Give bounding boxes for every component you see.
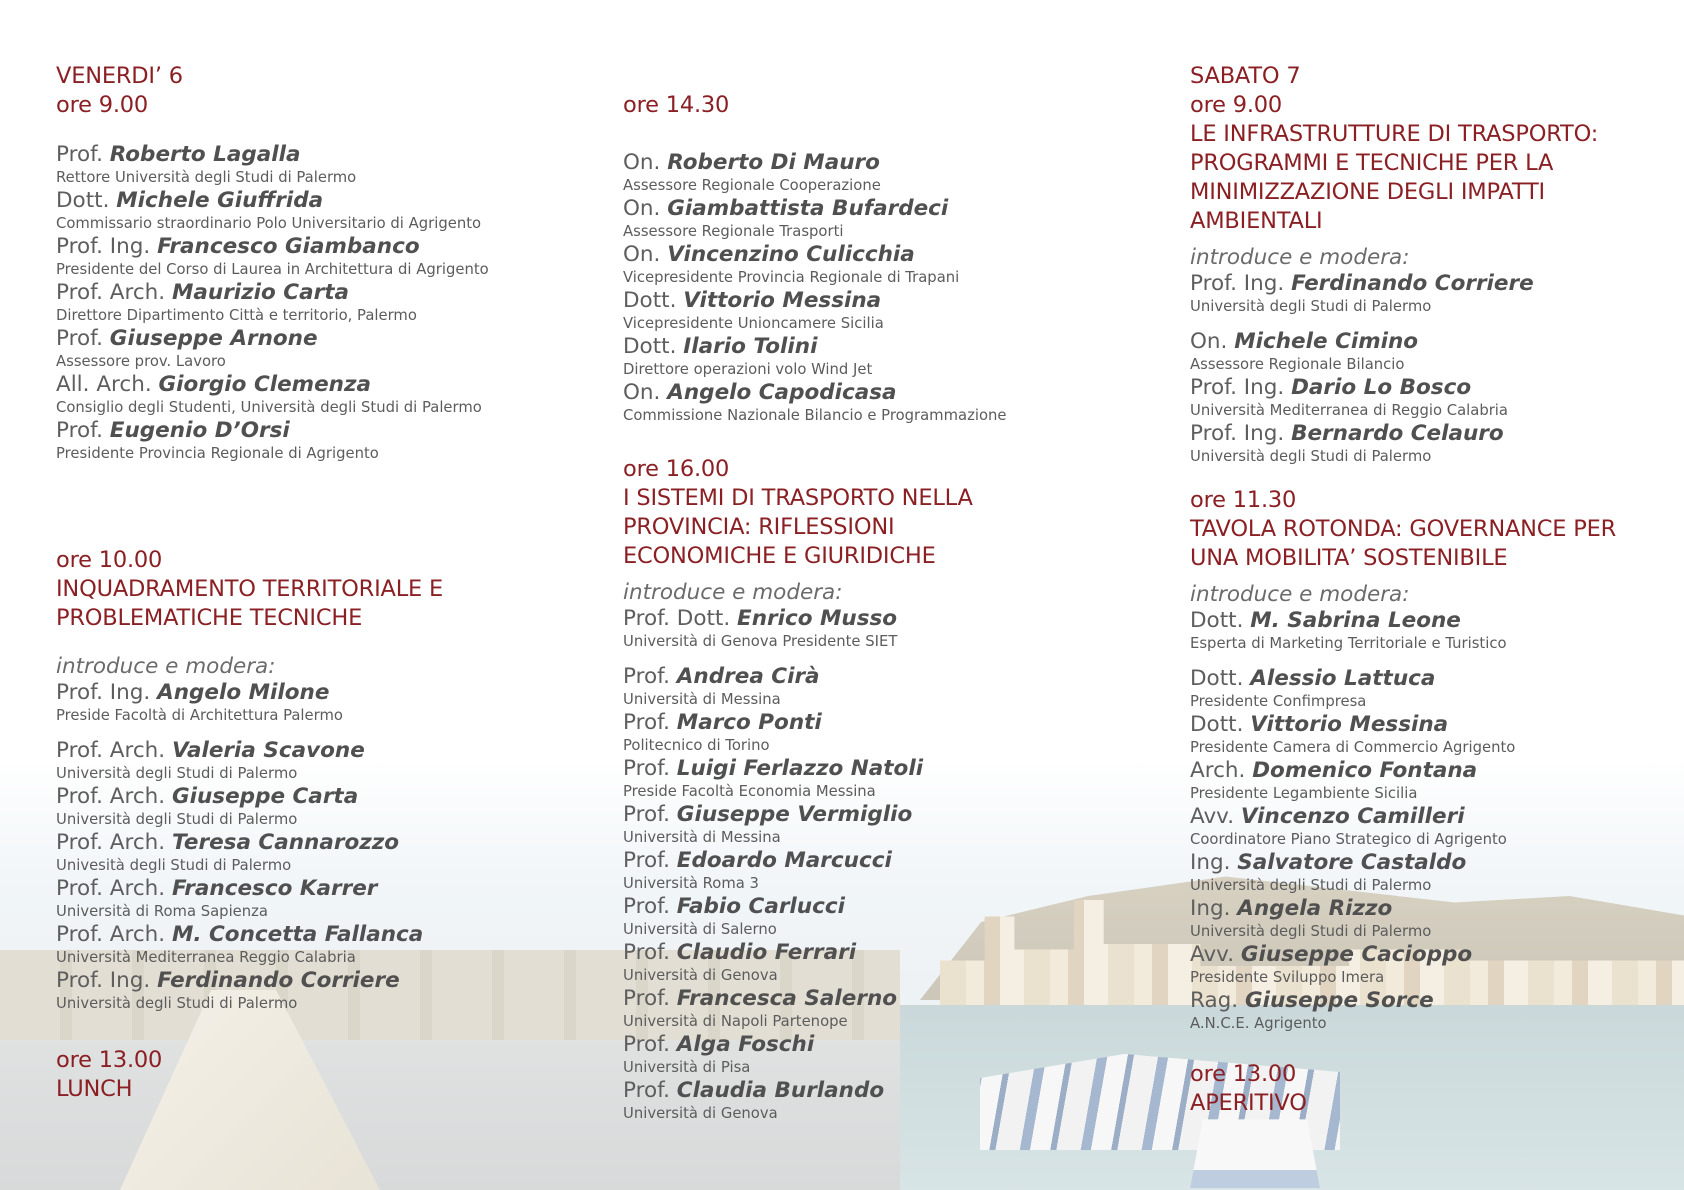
speaker-entry	[56, 680, 576, 726]
speaker-entry	[623, 196, 1143, 242]
speaker-name: Andrea Cirà	[676, 664, 820, 689]
speaker-entry	[623, 710, 1143, 756]
moderator	[623, 606, 1143, 652]
speaker-affiliation: Consiglio degli Studenti, Università degli Studi di Palermo	[56, 399, 482, 416]
speaker-name: Giambattista Bufardeci	[667, 196, 949, 221]
speaker-name: Giorgio Clemenza	[158, 372, 371, 397]
speaker-line	[623, 606, 1143, 631]
speaker-title: Arch.	[1190, 758, 1246, 783]
speaker-line	[623, 986, 1143, 1011]
break-label: LUNCH	[56, 1076, 133, 1102]
session-title-line: PROBLEMATICHE TECNICHE	[56, 605, 363, 631]
speaker-line	[1190, 712, 1670, 737]
speaker-affiliation: Presidente Camera di Commercio Agrigento	[1190, 739, 1516, 756]
session-title-line: ECONOMICHE E GIURIDICHE	[623, 543, 936, 569]
speaker-title: Rag.	[1190, 988, 1239, 1013]
speaker-title: Avv.	[1190, 804, 1235, 829]
speaker-name: Francesca Salerno	[676, 986, 898, 1011]
speaker-line	[1190, 329, 1670, 354]
speaker-name: Marco Ponti	[676, 710, 822, 735]
speaker-title: Prof.	[56, 326, 103, 351]
speaker-title: Ing.	[1190, 850, 1231, 875]
speaker-line	[56, 234, 576, 259]
speaker-list	[1190, 329, 1670, 467]
speaker-name: Eugenio D’Orsi	[109, 418, 290, 443]
speaker-entry	[623, 242, 1143, 288]
speaker-entry	[56, 326, 576, 372]
moderator	[56, 680, 576, 726]
speaker-line	[56, 326, 576, 351]
session-infrastructures	[1190, 62, 1670, 467]
speaker-entry	[623, 1032, 1143, 1078]
speaker-list	[56, 142, 576, 464]
speaker-affiliation: Presidente Sviluppo Imera	[1190, 969, 1385, 986]
session-title-line: MINIMIZZAZIONE DEGLI IMPATTI	[1190, 179, 1545, 205]
session-round-table	[1190, 486, 1670, 1034]
speaker-affiliation: A.N.C.E. Agrigento	[1190, 1015, 1327, 1032]
speaker-affiliation: Politecnico di Torino	[623, 737, 770, 754]
speaker-title: Prof. Ing.	[1190, 421, 1285, 446]
speaker-affiliation: Università degli Studi di Palermo	[1190, 923, 1432, 940]
session-time: ore 13.00	[56, 1047, 163, 1073]
speaker-name: Bernardo Celauro	[1291, 421, 1504, 446]
speaker-entry	[1190, 421, 1670, 467]
session-title-line: LE INFRASTRUTTURE DI TRASPORTO:	[1190, 121, 1599, 147]
speaker-entry	[623, 756, 1143, 802]
speaker-line	[1190, 666, 1670, 691]
speaker-title: Prof. Dott.	[623, 606, 731, 631]
speaker-affiliation: Rettore Università degli Studi di Palermo	[56, 169, 357, 186]
speaker-affiliation: Università Roma 3	[623, 875, 759, 892]
speaker-entry	[56, 280, 576, 326]
session-time: ore 16.00	[623, 456, 730, 482]
speaker-affiliation: Università degli Studi di Palermo	[56, 995, 298, 1012]
speaker-name: Michele Giuffrida	[116, 188, 324, 213]
speaker-entry	[623, 986, 1143, 1032]
speaker-line	[56, 188, 576, 213]
speaker-affiliation: Università di Genova Presidente SIET	[623, 633, 898, 650]
speaker-affiliation: Presidente Confimpresa	[1190, 693, 1367, 710]
speaker-name: Francesco Giambanco	[157, 234, 420, 259]
speaker-entry	[1190, 850, 1670, 896]
speaker-name: Luigi Ferlazzo Natoli	[676, 756, 924, 781]
speaker-line	[56, 418, 576, 443]
speaker-line	[56, 280, 576, 305]
speaker-title: Prof. Ing.	[1190, 271, 1285, 296]
friday-afternoon	[623, 91, 1143, 426]
speaker-entry	[623, 288, 1143, 334]
speaker-name: Roberto Lagalla	[109, 142, 301, 167]
speaker-entry	[1190, 896, 1670, 942]
speaker-name: Fabio Carlucci	[676, 894, 845, 919]
speaker-entry	[56, 876, 576, 922]
speaker-title: Prof. Ing.	[56, 680, 151, 705]
speaker-affiliation: Università di Messina	[623, 829, 781, 846]
speaker-entry	[623, 150, 1143, 196]
session-title-line: I SISTEMI DI TRASPORTO NELLA	[623, 485, 973, 511]
speaker-name: Claudia Burlando	[676, 1078, 885, 1103]
speaker-list	[56, 738, 576, 1014]
speaker-line	[1190, 896, 1670, 921]
speaker-name: Francesco Karrer	[171, 876, 378, 901]
speaker-affiliation: Università degli Studi di Palermo	[1190, 298, 1432, 315]
speaker-line	[623, 1032, 1143, 1057]
speaker-title: Prof. Arch.	[56, 784, 166, 809]
speaker-list	[623, 150, 1143, 426]
speaker-affiliation: Presidente Legambiente Sicilia	[1190, 785, 1418, 802]
speaker-name: Valeria Scavone	[171, 738, 365, 763]
session-time: ore 14.30	[623, 92, 730, 118]
speaker-line	[56, 876, 576, 901]
speaker-name: Angelo Capodicasa	[667, 380, 897, 405]
speaker-affiliation: Università di Genova	[623, 967, 778, 984]
speaker-title: Prof.	[623, 940, 670, 965]
aperitivo-break	[1190, 1060, 1670, 1118]
break-label: APERITIVO	[1190, 1090, 1307, 1116]
speaker-name: Vincenzino Culicchia	[667, 242, 915, 267]
speaker-entry	[1190, 804, 1670, 850]
speaker-affiliation: Università Mediterranea Reggio Calabria	[56, 949, 356, 966]
speaker-title: Prof.	[623, 756, 670, 781]
speaker-entry	[623, 334, 1143, 380]
speaker-entry	[56, 188, 576, 234]
speaker-name: Giuseppe Arnone	[109, 326, 318, 351]
speaker-affiliation: Università degli Studi di Palermo	[1190, 448, 1432, 465]
speaker-affiliation: Vicepresidente Unioncamere Sicilia	[623, 315, 884, 332]
speaker-name: Domenico Fontana	[1252, 758, 1478, 783]
session-title-line: UNA MOBILITA’ SOSTENIBILE	[1190, 545, 1508, 571]
speaker-entry	[623, 802, 1143, 848]
speaker-affiliation: Commissione Nazionale Bilancio e Programmazione	[623, 407, 1007, 424]
speaker-title: On.	[623, 196, 661, 221]
speaker-line	[623, 334, 1143, 359]
speaker-entry	[1190, 988, 1670, 1034]
session-territorial	[56, 546, 576, 1014]
speaker-title: Prof.	[623, 1078, 670, 1103]
speaker-name: Roberto Di Mauro	[667, 150, 880, 175]
speaker-line	[623, 940, 1143, 965]
speaker-title: Prof.	[623, 664, 670, 689]
speaker-line	[623, 664, 1143, 689]
session-title-line: AMBIENTALI	[1190, 208, 1323, 234]
speaker-affiliation: Direttore operazioni volo Wind Jet	[623, 361, 873, 378]
speaker-name: Michele Cimino	[1234, 329, 1419, 354]
speaker-name: Ilario Tolini	[683, 334, 818, 359]
speaker-affiliation: Assessore Regionale Trasporti	[623, 223, 844, 240]
speaker-line	[623, 196, 1143, 221]
speaker-entry	[1190, 375, 1670, 421]
moderator-label: introduce e modera:	[1190, 245, 1410, 270]
session-time: ore 10.00	[56, 547, 163, 573]
speaker-title: Dott.	[1190, 608, 1244, 633]
speaker-title: Ing.	[1190, 896, 1231, 921]
friday-opening	[56, 62, 576, 464]
speaker-line	[1190, 988, 1670, 1013]
speaker-entry	[56, 418, 576, 464]
speaker-name: Salvatore Castaldo	[1237, 850, 1467, 875]
speaker-entry	[1190, 329, 1670, 375]
moderator-label: introduce e modera:	[623, 580, 843, 605]
session-title-line: TAVOLA ROTONDA: GOVERNANCE PER	[1190, 516, 1617, 542]
speaker-entry	[56, 922, 576, 968]
speaker-line	[56, 680, 576, 705]
speaker-title: Prof.	[56, 418, 103, 443]
speaker-affiliation: Università di Messina	[623, 691, 781, 708]
speaker-line	[623, 1078, 1143, 1103]
speaker-title: Prof.	[623, 1032, 670, 1057]
speaker-affiliation: Università di Genova	[623, 1105, 778, 1122]
speaker-title: Prof.	[623, 894, 670, 919]
speaker-line	[56, 372, 576, 397]
moderator-label: introduce e modera:	[1190, 582, 1410, 607]
speaker-entry	[1190, 712, 1670, 758]
speaker-affiliation: Università di Pisa	[623, 1059, 751, 1076]
speaker-affiliation: Direttore Dipartimento Città e territorio, Palermo	[56, 307, 417, 324]
speaker-title: Prof.	[623, 802, 670, 827]
speaker-affiliation: Preside Facoltà di Architettura Palermo	[56, 707, 343, 724]
speaker-line	[1190, 804, 1670, 829]
speaker-title: Prof. Arch.	[56, 738, 166, 763]
speaker-line	[623, 242, 1143, 267]
speaker-entry	[56, 784, 576, 830]
speaker-name: Ferdinando Corriere	[1291, 271, 1534, 296]
speaker-title: All. Arch.	[56, 372, 152, 397]
speaker-line	[623, 802, 1143, 827]
speaker-title: Prof.	[623, 986, 670, 1011]
speaker-name: Giuseppe Carta	[171, 784, 359, 809]
speaker-entry	[56, 830, 576, 876]
speaker-name: Dario Lo Bosco	[1291, 375, 1472, 400]
session-time: ore 13.00	[1190, 1061, 1297, 1087]
speaker-title: On.	[1190, 329, 1228, 354]
moderator	[1190, 608, 1670, 654]
speaker-line	[56, 968, 576, 993]
speaker-name: Maurizio Carta	[171, 280, 349, 305]
speaker-title: Prof. Arch.	[56, 876, 166, 901]
speaker-affiliation: Vicepresidente Provincia Regionale di Trapani	[623, 269, 960, 286]
speaker-entry	[623, 848, 1143, 894]
speaker-title: Prof. Arch.	[56, 280, 166, 305]
speaker-list	[623, 664, 1143, 1124]
speaker-entry	[56, 234, 576, 280]
speaker-list	[1190, 666, 1670, 1034]
speaker-entry	[56, 968, 576, 1014]
speaker-name: Claudio Ferrari	[676, 940, 857, 965]
session-title-line: PROVINCIA: RIFLESSIONI	[623, 514, 895, 540]
speaker-title: Dott.	[56, 188, 110, 213]
speaker-entry	[623, 1078, 1143, 1124]
session-time: ore 9.00	[56, 92, 149, 118]
speaker-name: Teresa Cannarozzo	[171, 830, 400, 855]
session-title-line: INQUADRAMENTO TERRITORIALE E	[56, 576, 444, 602]
speaker-title: On.	[623, 150, 661, 175]
session-time: ore 9.00	[1190, 92, 1283, 118]
speaker-title: Prof. Arch.	[56, 922, 166, 947]
speaker-name: Alga Foschi	[676, 1032, 815, 1057]
speaker-line	[1190, 271, 1670, 296]
speaker-affiliation: Università degli Studi di Palermo	[56, 765, 298, 782]
speaker-line	[56, 922, 576, 947]
speaker-title: Dott.	[1190, 712, 1244, 737]
speaker-affiliation: Univesità degli Studi di Palermo	[56, 857, 292, 874]
speaker-name: M. Sabrina Leone	[1250, 608, 1461, 633]
speaker-name: Angela Rizzo	[1237, 896, 1393, 921]
speaker-affiliation: Università di Salerno	[623, 921, 777, 938]
speaker-line	[623, 848, 1143, 873]
speaker-line	[1190, 608, 1670, 633]
speaker-title: Prof.	[623, 848, 670, 873]
speaker-affiliation: Presidente del Corso di Laurea in Architettura di Agrigento	[56, 261, 489, 278]
speaker-entry	[1190, 666, 1670, 712]
speaker-line	[1190, 375, 1670, 400]
speaker-name: Alessio Lattuca	[1250, 666, 1436, 691]
speaker-affiliation: Assessore Regionale Bilancio	[1190, 356, 1405, 373]
speaker-affiliation: Assessore prov. Lavoro	[56, 353, 226, 370]
speaker-entry	[56, 738, 576, 784]
speaker-affiliation: Esperta di Marketing Territoriale e Turistico	[1190, 635, 1507, 652]
speaker-affiliation: Commissario straordinario Polo Universitario di Agrigento	[56, 215, 482, 232]
speaker-name: Vittorio Messina	[683, 288, 882, 313]
speaker-name: Giuseppe Sorce	[1244, 988, 1434, 1013]
speaker-name: Angelo Milone	[157, 680, 330, 705]
speaker-title: Prof. Ing.	[1190, 375, 1285, 400]
speaker-name: Enrico Musso	[737, 606, 898, 631]
speaker-line	[1190, 942, 1670, 967]
speaker-entry	[1190, 942, 1670, 988]
speaker-line	[56, 142, 576, 167]
speaker-entry	[623, 380, 1143, 426]
speaker-line	[1190, 850, 1670, 875]
session-transport-systems	[623, 455, 1143, 1124]
speaker-affiliation: Coordinatore Piano Strategico di Agrigento	[1190, 831, 1507, 848]
speaker-affiliation: Preside Facoltà Economia Messina	[623, 783, 876, 800]
speaker-line	[1190, 421, 1670, 446]
speaker-title: Prof. Arch.	[56, 830, 166, 855]
speaker-name: Giuseppe Vermiglio	[676, 802, 913, 827]
speaker-line	[623, 150, 1143, 175]
speaker-entry	[1190, 758, 1670, 804]
speaker-name: Vittorio Messina	[1250, 712, 1449, 737]
speaker-entry	[623, 606, 1143, 652]
speaker-affiliation: Presidente Provincia Regionale di Agrigento	[56, 445, 379, 462]
speaker-title: Dott.	[1190, 666, 1244, 691]
lunch-break	[56, 1046, 576, 1104]
speaker-entry	[623, 664, 1143, 710]
speaker-affiliation: Università degli Studi di Palermo	[56, 811, 298, 828]
speaker-line	[623, 894, 1143, 919]
speaker-affiliation: Università degli Studi di Palermo	[1190, 877, 1432, 894]
speaker-line	[1190, 758, 1670, 783]
speaker-name: Edoardo Marcucci	[676, 848, 892, 873]
moderator	[1190, 271, 1670, 317]
session-title-line: PROGRAMMI E TECNICHE PER LA	[1190, 150, 1554, 176]
speaker-entry	[56, 142, 576, 188]
speaker-title: Avv.	[1190, 942, 1235, 967]
speaker-entry	[623, 940, 1143, 986]
speaker-line	[56, 784, 576, 809]
session-time: ore 11.30	[1190, 487, 1297, 513]
speaker-title: Prof. Ing.	[56, 234, 151, 259]
speaker-line	[56, 738, 576, 763]
speaker-title: Prof.	[623, 710, 670, 735]
speaker-entry	[1190, 608, 1670, 654]
speaker-title: Dott.	[623, 288, 677, 313]
speaker-affiliation: Assessore Regionale Cooperazione	[623, 177, 881, 194]
speaker-name: Giuseppe Cacioppo	[1240, 942, 1473, 967]
speaker-entry	[623, 894, 1143, 940]
speaker-affiliation: Università di Roma Sapienza	[56, 903, 268, 920]
speaker-title: Prof. Ing.	[56, 968, 151, 993]
speaker-line	[56, 830, 576, 855]
speaker-line	[623, 710, 1143, 735]
speaker-name: Vincenzo Camilleri	[1240, 804, 1465, 829]
day-heading: VENERDI’ 6	[56, 63, 183, 89]
speaker-title: On.	[623, 380, 661, 405]
speaker-affiliation: Università di Napoli Partenope	[623, 1013, 848, 1030]
moderator-label: introduce e modera:	[56, 654, 276, 679]
speaker-name: M. Concetta Fallanca	[171, 922, 424, 947]
speaker-entry	[56, 372, 576, 418]
speaker-name: Ferdinando Corriere	[157, 968, 400, 993]
speaker-entry	[1190, 271, 1670, 317]
speaker-line	[623, 756, 1143, 781]
day-heading: SABATO 7	[1190, 63, 1301, 89]
speaker-line	[623, 288, 1143, 313]
speaker-title: Prof.	[56, 142, 103, 167]
speaker-title: On.	[623, 242, 661, 267]
speaker-affiliation: Università Mediterranea di Reggio Calabria	[1190, 402, 1508, 419]
speaker-line	[623, 380, 1143, 405]
speaker-title: Dott.	[623, 334, 677, 359]
